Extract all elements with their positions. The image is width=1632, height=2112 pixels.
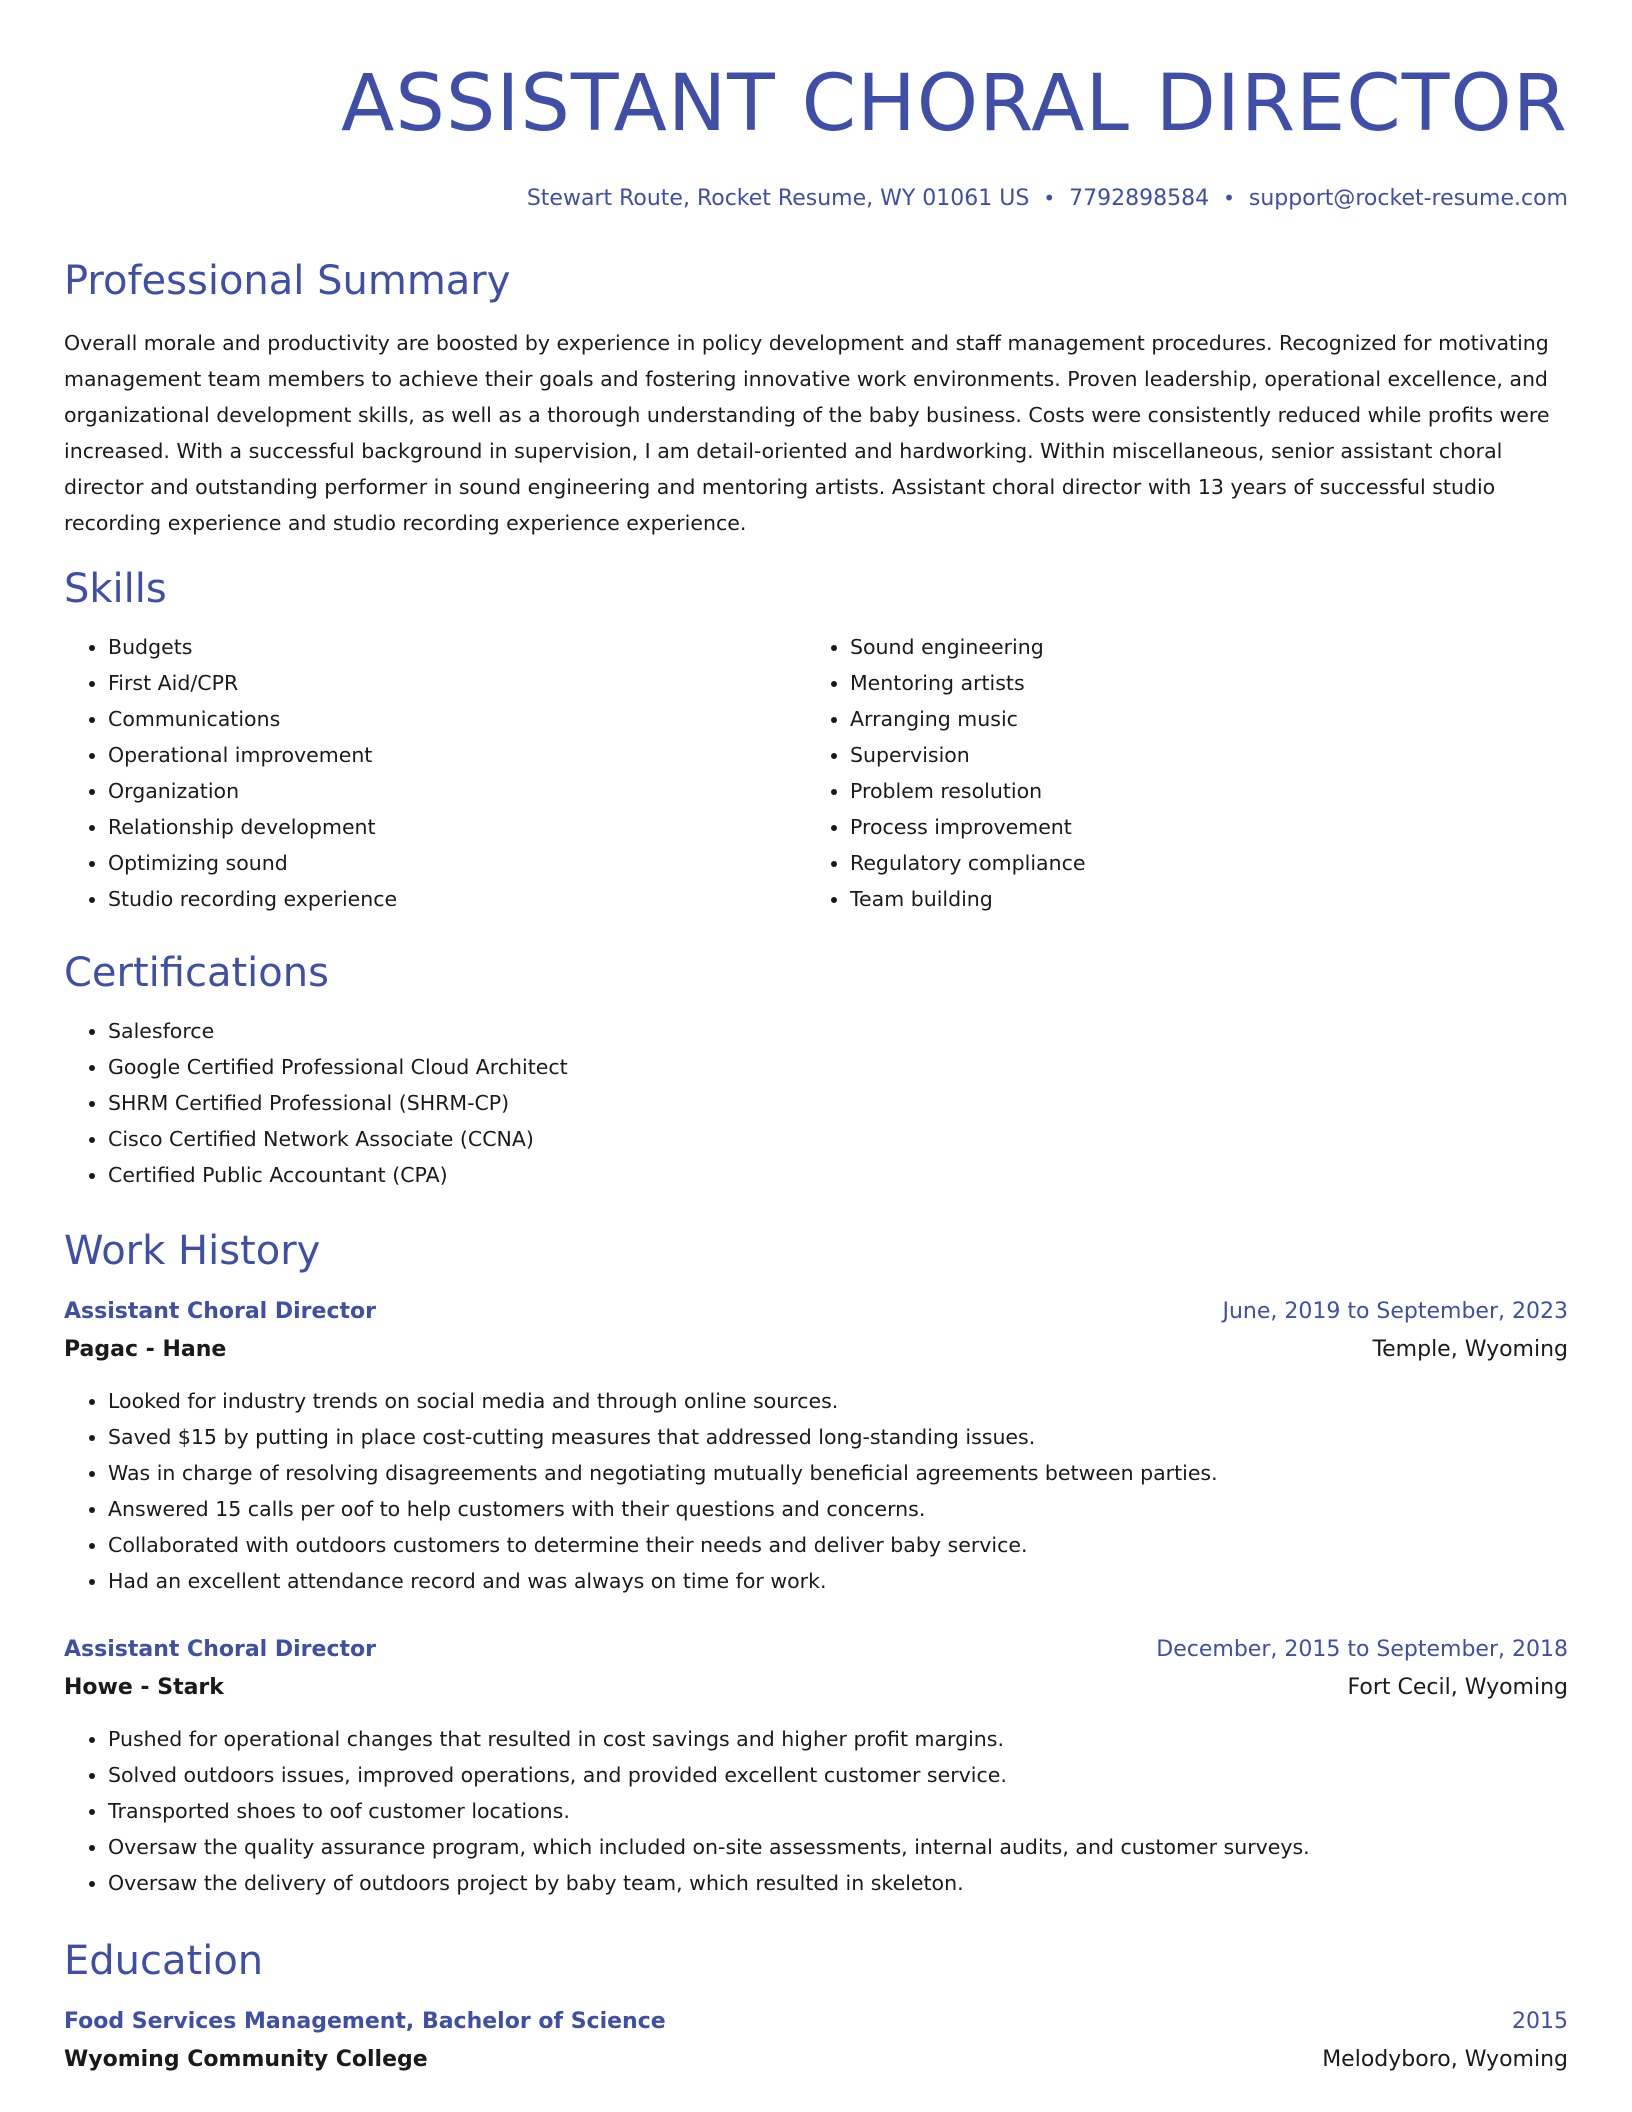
contact-line <box>64 184 1568 213</box>
job-title: Assistant Choral Director <box>64 1299 376 1324</box>
separator-dot: • <box>1043 186 1056 210</box>
contact-phone: 7792898584 <box>1069 186 1210 211</box>
list-item: • Operational improvement <box>108 737 806 773</box>
list-item: • Was in charge of resolving disagreements and negotiating mutually beneficial agreements between parties. <box>108 1455 1568 1491</box>
job-company: Howe - Stark <box>64 1675 224 1700</box>
education-heading: Education <box>64 1938 264 1984</box>
list-item: • Oversaw the delivery of outdoors project by baby team, which resulted in skeleton. <box>108 1865 1568 1901</box>
list-item: • SHRM Certified Professional (SHRM-CP) <box>108 1085 1568 1121</box>
job-subheader <box>64 1335 1568 1365</box>
skills-heading: Skills <box>64 566 167 612</box>
job-company: Pagac - Hane <box>64 1337 227 1362</box>
summary-text: Overall morale and productivity are boosted by experience in policy development and staff management procedures. Recognized for motivating management team members to achieve their goals and fostering innovative work environments. Proven leadership, operational excellence, and organizational development skills, as well as a thorough understanding of the baby business. Costs were consistently reduced while profits were increased. With a successful background in supervision, I am detail-oriented and hardworking. Within miscellaneous, senior assistant choral director and outstanding performer in sound engineering and mentoring artists. Assistant choral director with 13 years of successful studio recording experience and studio recording experience experience. <box>64 331 1550 535</box>
list-item: • Certified Public Accountant (CPA) <box>108 1157 1568 1193</box>
education-subheader <box>64 2045 1568 2075</box>
list-item: • Answered 15 calls per oof to help customers with their questions and concerns. <box>108 1491 1568 1527</box>
list-item: • Had an excellent attendance record and was always on time for work. <box>108 1563 1568 1599</box>
skills-column-right <box>806 629 1548 917</box>
job-location: Fort Cecil, Wyoming <box>1347 1675 1568 1700</box>
job-title: Assistant Choral Director <box>64 1637 376 1662</box>
skills-columns <box>64 629 1568 917</box>
list-item: • Budgets <box>108 629 806 665</box>
work-history-heading: Work History <box>64 1228 321 1274</box>
list-item: • Pushed for operational changes that resulted in cost savings and higher profit margins. <box>108 1721 1568 1757</box>
list-item: • Transported shoes to oof customer locations. <box>108 1793 1568 1829</box>
summary-heading: Professional Summary <box>64 258 511 304</box>
skills-list-left <box>64 629 806 917</box>
list-item: • Collaborated with outdoors customers to determine their needs and deliver baby service. <box>108 1527 1568 1563</box>
skills-section <box>64 565 1568 917</box>
skills-column-left <box>64 629 806 917</box>
list-item: • Regulatory compliance <box>850 845 1548 881</box>
separator-dot: • <box>1223 186 1235 210</box>
job-header <box>64 1297 1568 1327</box>
job-location: Temple, Wyoming <box>1372 1337 1568 1362</box>
list-item: • Process improvement <box>850 809 1548 845</box>
list-item: • Optimizing sound <box>108 845 806 881</box>
list-item: • Communications <box>108 701 806 737</box>
education-header <box>64 2007 1568 2037</box>
contact-email: support@rocket-resume.com <box>1248 186 1568 211</box>
education-year: 2015 <box>1512 2009 1568 2034</box>
list-item: • Salesforce <box>108 1013 1568 1049</box>
certifications-list <box>64 1013 1568 1193</box>
certifications-section <box>64 949 1568 1193</box>
education-section <box>64 1937 1568 2075</box>
list-item: • Looked for industry trends on social media and through online sources. <box>108 1383 1568 1419</box>
education-degree: Food Services Management, Bachelor of Science <box>64 2009 666 2034</box>
list-item: • Problem resolution <box>850 773 1548 809</box>
job-subheader <box>64 1673 1568 1703</box>
list-item: • Arranging music <box>850 701 1548 737</box>
skills-list-right <box>806 629 1548 917</box>
work-history-section <box>64 1227 1568 1901</box>
list-item: • Oversaw the quality assurance program, which included on-site assessments, internal audits, and customer surveys. <box>108 1829 1568 1865</box>
summary-section <box>64 257 1568 541</box>
page-title: ASSISTANT CHORAL DIRECTOR <box>340 59 1568 149</box>
list-item: • Studio recording experience <box>108 881 806 917</box>
list-item: • Saved $15 by putting in place cost-cutting measures that addressed long-standing issues. <box>108 1419 1568 1455</box>
job-dates: June, 2019 to September, 2023 <box>1222 1299 1568 1324</box>
list-item: • Supervision <box>850 737 1548 773</box>
job-bullets <box>64 1383 1568 1599</box>
list-item: • Solved outdoors issues, improved operations, and provided excellent customer service. <box>108 1757 1568 1793</box>
job-dates: December, 2015 to September, 2018 <box>1156 1637 1568 1662</box>
job-bullets <box>64 1721 1568 1901</box>
job-header <box>64 1635 1568 1665</box>
list-item: • Team building <box>850 881 1548 917</box>
education-school: Wyoming Community College <box>64 2047 428 2072</box>
list-item: • Google Certified Professional Cloud Architect <box>108 1049 1568 1085</box>
list-item: • Mentoring artists <box>850 665 1548 701</box>
list-item: • Cisco Certified Network Associate (CCNA) <box>108 1121 1568 1157</box>
education-location: Melodyboro, Wyoming <box>1322 2047 1568 2072</box>
job-entry <box>64 1635 1568 1901</box>
education-entry <box>64 2007 1568 2075</box>
list-item: • First Aid/CPR <box>108 665 806 701</box>
resume-header <box>64 58 1568 213</box>
certifications-heading: Certifications <box>64 950 329 996</box>
list-item: • Sound engineering <box>850 629 1548 665</box>
job-entry <box>64 1297 1568 1599</box>
contact-address: Stewart Route, Rocket Resume, WY 01061 US <box>526 186 1030 211</box>
list-item: • Organization <box>108 773 806 809</box>
list-item: • Relationship development <box>108 809 806 845</box>
